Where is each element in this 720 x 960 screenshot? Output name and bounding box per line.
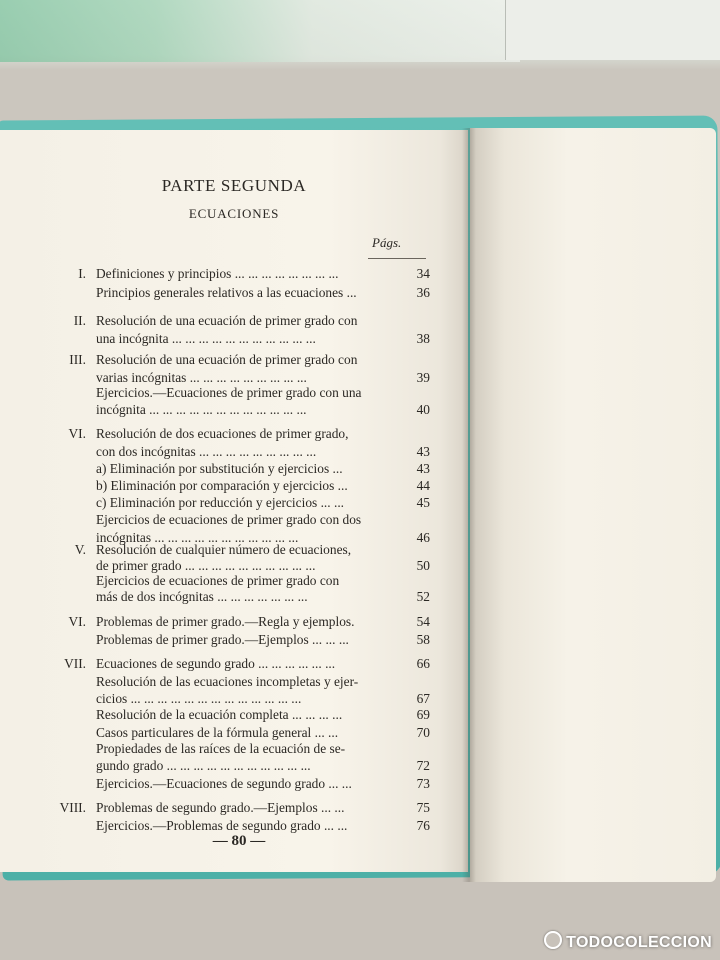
toc-page-number: 54 bbox=[416, 614, 430, 629]
toc-chapter-number: VI. bbox=[68, 614, 86, 629]
section-title: ECUACIONES bbox=[188, 206, 280, 221]
pages-column-label: Págs. bbox=[372, 235, 402, 250]
toc-entry-text: Propiedades de las raíces de la ecuación de se- bbox=[96, 741, 346, 756]
toc-page-number: 43 bbox=[416, 461, 430, 476]
toc-chapter-number: III. bbox=[69, 352, 86, 367]
toc-page-number: 38 bbox=[416, 331, 430, 346]
toc-entry-text: Problemas de primer grado.—Regla y ejemplos. bbox=[96, 614, 355, 629]
toc-page-number: 73 bbox=[416, 776, 430, 791]
toc-chapter-number: V. bbox=[74, 542, 86, 557]
toc-entry-text: c) Eliminación por reducción y ejercicios ... ... bbox=[96, 495, 345, 510]
toc-page-number: 76 bbox=[416, 818, 430, 833]
toc-page-number: 34 bbox=[416, 266, 430, 281]
toc-page-number: 70 bbox=[416, 725, 430, 740]
toc-entry-text: con dos incógnitas ... ... ... ... ... ... ... ... ... bbox=[96, 444, 317, 459]
part-title: PARTE SEGUNDA bbox=[161, 176, 307, 195]
toc-chapter-number: VI. bbox=[68, 426, 86, 441]
toc-page-number: 39 bbox=[416, 370, 430, 385]
toc-chapter-number: VII. bbox=[64, 656, 86, 671]
toc-entry-text: Ejercicios.—Problemas de segundo grado ... ... bbox=[96, 818, 348, 833]
toc-entry-text: b) Eliminación por comparación y ejercicios ... bbox=[96, 478, 348, 493]
toc-page-number: 36 bbox=[416, 285, 430, 300]
toc-entry-text: de primer grado ... ... ... ... ... ... ... ... ... ... bbox=[96, 558, 316, 573]
toc-entry-text: Resolución de dos ecuaciones de primer grado, bbox=[96, 426, 349, 441]
toc-entry-text: Resolución de una ecuación de primer grado con bbox=[96, 352, 358, 367]
toc-page-number: 43 bbox=[416, 444, 430, 459]
toc-page-number: 45 bbox=[416, 495, 430, 510]
toc-entry-text: a) Eliminación por substitución y ejercicios ... bbox=[96, 461, 343, 476]
page-number: — 80 — bbox=[212, 833, 266, 849]
toc-entry-text: Problemas de segundo grado.—Ejemplos ... ... bbox=[96, 800, 345, 815]
toc-page-number: 40 bbox=[416, 402, 430, 417]
toc-entry-text: incógnita ... ... ... ... ... ... ... ... ... ... ... ... bbox=[96, 402, 307, 417]
toc-page-number: 66 bbox=[416, 656, 430, 671]
toc-entry-text: Casos particulares de la fórmula general ... ... bbox=[96, 725, 339, 740]
toc-entry-text: Problemas de primer grado.—Ejemplos ... ... ... bbox=[96, 632, 349, 647]
toc-entry-text: Ejercicios de ecuaciones de primer grado con bbox=[96, 573, 340, 588]
background-paper-sheet bbox=[505, 0, 720, 60]
toc-entry-text: Ecuaciones de segundo grado ... ... ... ... ... ... bbox=[96, 656, 336, 671]
toc-page-number: 58 bbox=[416, 632, 430, 647]
toc-chapter-number: VIII. bbox=[59, 800, 86, 815]
toc-page-number: 46 bbox=[416, 530, 430, 545]
toc-entry-text: Ejercicios.—Ecuaciones de segundo grado ... ... bbox=[96, 776, 352, 791]
toc-entry-text: Ejercicios.—Ecuaciones de primer grado con una bbox=[96, 385, 362, 400]
toc-chapter-number: I. bbox=[78, 266, 86, 281]
toc-entry-text: Resolución de una ecuación de primer grado con bbox=[96, 313, 358, 328]
toc-page-number: 52 bbox=[416, 589, 430, 604]
toc-chapter-number: II. bbox=[73, 313, 86, 328]
toc-entry-text: más de dos incógnitas ... ... ... ... ... ... ... bbox=[96, 589, 308, 604]
toc-page-number: 69 bbox=[416, 707, 430, 722]
toc-entry-text: Resolución de las ecuaciones incompletas y ejer- bbox=[96, 674, 359, 689]
toc-entry-text: incógnitas ... ... ... ... ... ... ... ... ... ... ... bbox=[96, 530, 299, 545]
toc-entry-text: cicios ... ... ... ... ... ... ... ... ... ... ... ... ... bbox=[96, 691, 302, 706]
toc-page-number: 72 bbox=[416, 758, 430, 773]
watermark-logo-icon bbox=[544, 931, 562, 949]
toc-entry-text: Definiciones y principios ... ... ... ... ... ... ... ... bbox=[96, 266, 339, 281]
toc-page-number: 75 bbox=[416, 800, 430, 815]
toc-entry-text: una incógnita ... ... ... ... ... ... ... ... ... ... ... bbox=[96, 331, 316, 346]
right-page bbox=[470, 128, 716, 882]
watermark bbox=[544, 931, 712, 952]
toc-entry-text: Principios generales relativos a las ecuaciones ... bbox=[96, 285, 357, 300]
toc-entry-text: Resolución de la ecuación completa ... ... ... ... bbox=[96, 707, 343, 722]
toc-page-number: 67 bbox=[416, 691, 430, 706]
toc-entry-text: Ejercicios de ecuaciones de primer grado con dos bbox=[96, 512, 362, 527]
toc-entry-text: Resolución de cualquier número de ecuaciones, bbox=[96, 542, 352, 557]
toc-page-number: 44 bbox=[416, 478, 430, 493]
toc-page-number: 50 bbox=[416, 558, 430, 573]
toc-entry-text: varias incógnitas ... ... ... ... ... ... ... ... ... bbox=[96, 370, 307, 385]
watermark-text: TODOCOLECCION bbox=[566, 934, 712, 951]
toc-entry-text: gundo grado ... ... ... ... ... ... ... ... ... ... ... bbox=[96, 758, 311, 773]
